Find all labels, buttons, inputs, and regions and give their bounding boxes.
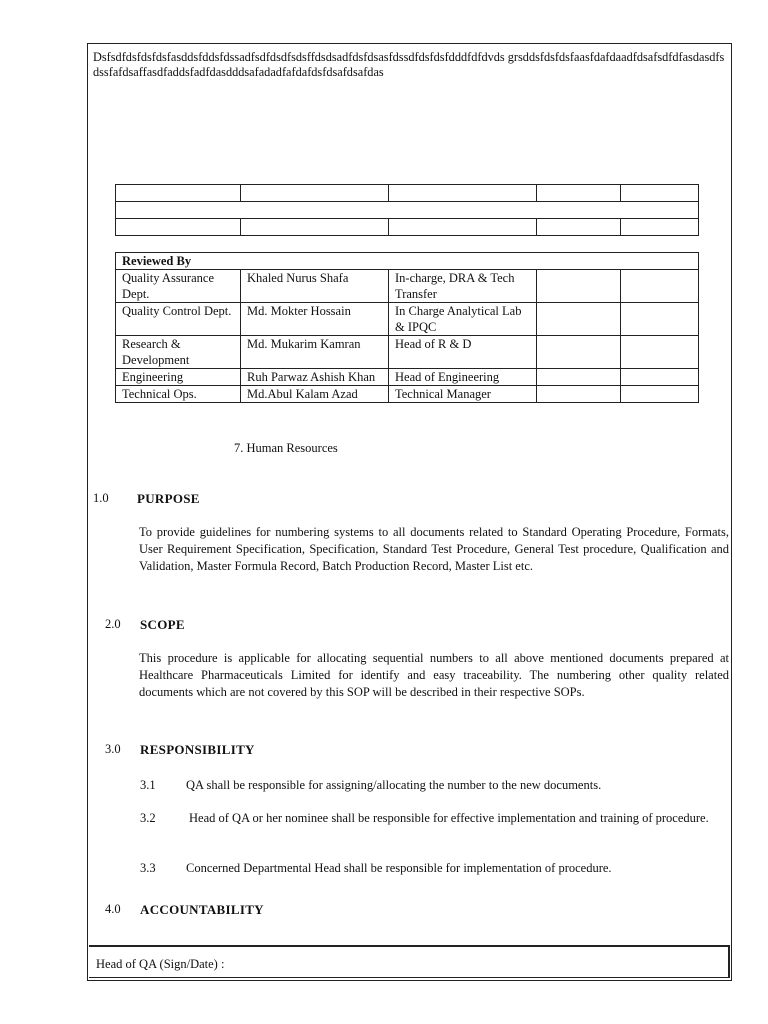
signature-cell[interactable] [537,270,621,303]
date-cell[interactable] [621,270,699,303]
signature-cell[interactable] [537,369,621,386]
signature-cell[interactable] [537,336,621,369]
section-number: 4.0 [105,902,121,916]
sub-item-number: 3.3 [140,861,156,875]
footer-signature-box[interactable] [89,945,730,978]
date-cell[interactable] [621,386,699,403]
name-cell: Md. Mukarim Kamran [241,336,389,369]
sub-item-text: Concerned Departmental Head shall be responsible for implementation of procedure. [186,861,612,875]
name-cell: Khaled Nurus Shafa [241,270,389,303]
dept-cell: Research & Development [116,336,241,369]
reviewed-by-heading: Reviewed By [116,253,699,270]
name-cell: Ruh Parwaz Ashish Khan [241,369,389,386]
table-row [116,219,699,236]
sub-item-text: Head of QA or her nominee shall be responsible for effective implementation and training of procedure. [189,811,709,825]
section-title-purpose: PURPOSE [137,491,200,506]
date-cell[interactable] [621,336,699,369]
dept-cell: Technical Ops. [116,386,241,403]
date-cell[interactable] [621,369,699,386]
section-title-accountability: ACCOUNTABILITY [140,902,264,917]
table-row [116,386,699,403]
table-row [116,336,699,369]
section-number: 1.0 [93,491,109,505]
section-number: 3.0 [105,742,121,756]
dept-cell: Engineering [116,369,241,386]
name-cell: Md. Mokter Hossain [241,303,389,336]
reviewed-by-heading-row [116,253,699,270]
header-text: Dsfsdfdsfdsfdsfasddsfddsfdssadfsdfdsdfsdsffdsdsadfdsfdsasfdssdfdsfdsfdddfdfdvds grsddsfdsfdsfaasfdafdaadfdsafsdfdfasdasdfsdssfafdsaffasdfaddsfadfdasdddsafadadfafdafdsfdsafdsafdas [93,50,725,79]
section-number: 2.0 [105,617,121,631]
table-row [116,369,699,386]
signature-cell[interactable] [537,386,621,403]
sub-item-number: 3.2 [140,811,156,825]
role-cell: In-charge, DRA & Tech Transfer [389,270,537,303]
table-row [116,202,699,219]
sub-item-text: QA shall be responsible for assigning/allocating the number to the new documents. [186,778,602,792]
empty-header-table [115,184,699,236]
scope-text: This procedure is applicable for allocating sequential numbers to all above mentioned documents prepared at Healthcare Pharmaceuticals Limited for identify and easy traceability. The numbering other quality related documents which are not covered by this SOP will be described in their respective SOPs. [139,651,729,699]
role-cell: Technical Manager [389,386,537,403]
role-cell: Head of Engineering [389,369,537,386]
section-title-responsibility: RESPONSIBILITY [140,742,255,757]
table-row [116,270,699,303]
table-row [116,303,699,336]
sub-item-number: 3.1 [140,778,156,792]
purpose-text: To provide guidelines for numbering systems to all documents related to Standard Operating Procedure, Formats, User Requirement Specification, Specification, Standard Test Procedure, General Test procedure, Qualification and Validation, Master Formula Record, Batch Production Record, Master List etc. [139,525,729,573]
dept-cell: Quality Control Dept. [116,303,241,336]
role-cell: In Charge Analytical Lab & IPQC [389,303,537,336]
footer-label: Head of QA (Sign/Date) : [96,957,225,971]
human-resources-note: 7. Human Resources [234,441,338,455]
reviewed-by-table [115,252,699,403]
signature-cell[interactable] [537,303,621,336]
table-row [116,185,699,202]
date-cell[interactable] [621,303,699,336]
section-title-scope: SCOPE [140,617,185,632]
dept-cell: Quality Assurance Dept. [116,270,241,303]
role-cell: Head of R & D [389,336,537,369]
name-cell: Md.Abul Kalam Azad [241,386,389,403]
